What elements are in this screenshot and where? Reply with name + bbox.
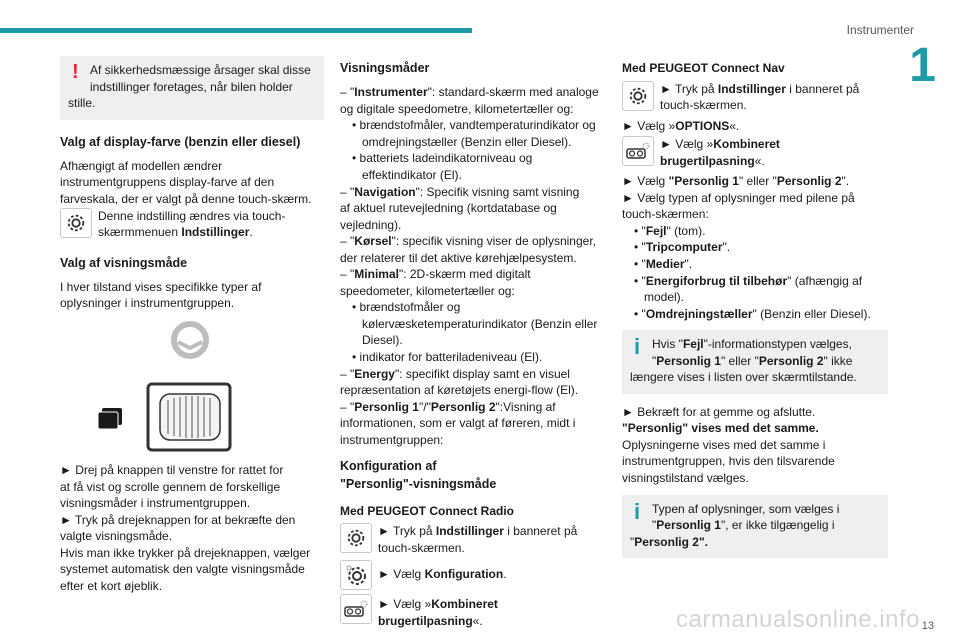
option-omdrejningstaeller [622, 306, 888, 323]
text-line: Typen af oplysninger, som vælges i [652, 501, 840, 516]
text-line [378, 566, 608, 583]
text-run: ": 2D-skærm med digitalt [398, 267, 531, 282]
text-line: kølervæsketemperaturindikator (Benzin eller [362, 316, 598, 331]
text-run-bold: Personlig 2 [430, 399, 496, 414]
text-run: ► Vælg » [378, 597, 432, 612]
settings-note-text [98, 208, 324, 241]
text-run: " eller " [720, 353, 759, 368]
text-run: " (tom). [666, 223, 706, 238]
text-line [622, 420, 888, 437]
radio-step-3-text [378, 594, 608, 629]
text-run-bold: Personlig 2 [758, 353, 824, 368]
combined-display-icon [622, 136, 654, 166]
text-line: ► Drej på knappen til venstre for rattet for [60, 462, 284, 477]
text-run: ", er ikke tilgængelig i [720, 518, 835, 533]
text-run: " [652, 353, 657, 368]
gear-icon [622, 81, 654, 111]
radio-step-1 [340, 523, 608, 556]
text-run: ► Vælg [622, 174, 669, 189]
text-line [630, 353, 880, 370]
text-line: instrumentgruppen: [340, 432, 444, 447]
text-line [340, 233, 608, 250]
text-run: ": specifik visning viser de oplysninger, [391, 234, 596, 249]
text-line: oplysninger i instrumentgruppen. [60, 296, 235, 311]
text-line: effektindikator (El). [362, 167, 462, 182]
text-run: " ikke [823, 353, 853, 368]
text-run-bold: Indstillinger [181, 225, 250, 240]
text-line: ► Bekræft for at gemme og afslutte. [622, 404, 816, 419]
text-run: "-informationstypen vælges, [703, 337, 852, 352]
text-line: omdrejningstæller (Benzin eller Diesel). [362, 134, 572, 149]
warning-box [60, 56, 324, 120]
info-box-1 [622, 330, 888, 394]
text-run: Personlig 1 [674, 174, 739, 189]
nav-step-3-text [660, 136, 888, 169]
text-line: vejledning). [340, 217, 402, 232]
text-run-bold: Personlig 1 [354, 399, 419, 414]
text-line [340, 266, 608, 283]
text-line: Afhængigt af modellen ændrer [60, 158, 223, 173]
text-line: informationen, som er valgt af føreren, midt i [340, 416, 576, 431]
text-line: instrumentgruppens display-farve af den [60, 175, 275, 190]
text-run: ► Vælg » [622, 118, 676, 133]
option-energiforbrug [622, 273, 888, 290]
text-run: ":Visning af [495, 399, 556, 414]
text-line: model). [644, 290, 685, 305]
text-line: farveskala, der er valgt på denne touch-skærm. [60, 191, 312, 206]
combined-display-icon [340, 594, 372, 624]
text-run: – " [340, 399, 355, 414]
text-run: " [641, 273, 646, 288]
warning-text-1: Af sikkerhedsmæssige årsager skal disse [90, 63, 311, 77]
text-line [340, 399, 608, 416]
text-run-bold: Instrumenter [354, 85, 428, 100]
text-line: at få vist og scrolle gennem de forskellige [60, 479, 281, 494]
text-run: – " [340, 366, 355, 381]
bullet-item: • brændstofmåler, vandtemperaturindikator og [340, 117, 608, 134]
text-run: ► Tryk på [378, 524, 436, 539]
text-run: . [249, 225, 253, 240]
gear-icon [60, 208, 92, 238]
bullet-item: • batteriets ladeindikatorniveau og [340, 150, 608, 167]
text-run: i banneret på [785, 81, 860, 96]
heading-config-2: "Personlig"-visningsmåde [340, 476, 497, 491]
text-run-bold: Omdrejningstæller [645, 306, 753, 321]
illustration [60, 316, 324, 456]
text-line: af aktuel rutevejledning (kortdatabase og [340, 201, 557, 216]
mode-paragraph [60, 279, 324, 312]
text-line: systemet automatisk den valgte visningsmåde [60, 562, 305, 577]
text-run-bold: Navigation [354, 184, 416, 199]
heading-modes: Visningsmåder [340, 61, 430, 75]
text-line [340, 366, 608, 383]
text-run-bold: Personlig 1 [656, 353, 721, 368]
text-run-bold: Konfiguration [424, 567, 504, 582]
text-run: ": specifikt display samt en visuel [394, 366, 570, 381]
text-run: skærmmenuen [98, 225, 182, 240]
text-line: instrumentgruppen, hvis den tilsvarende [622, 454, 835, 469]
text-line: og digitale speedometre, kilometertæller og: [340, 101, 574, 116]
text-run-bold: Kombineret [431, 597, 498, 612]
watermark: carmanualsonline.info [676, 605, 920, 633]
text-run: i banneret på [503, 524, 578, 539]
nav-step-3 [622, 136, 888, 169]
heading-display-color: Valg af display-farve (benzin eller diesel) [60, 134, 301, 149]
text-line: I hver tilstand vises specifikke typer af [60, 279, 262, 294]
text-run: – " [340, 267, 355, 282]
text-line [660, 136, 888, 153]
text-line: Diesel). [362, 333, 403, 348]
info-box-2 [622, 495, 888, 559]
text-line [630, 336, 880, 353]
steering-wheel-icon [60, 316, 324, 456]
text-run-bold: Personlig 2". [634, 534, 708, 549]
text-run: «. [754, 153, 765, 168]
text-line: Denne indstilling ændres via touch- [98, 208, 286, 223]
warning-text-2: indstillinger foretages, når bilen holder [90, 79, 293, 94]
radio-step-2 [340, 560, 608, 590]
text-line: touch-skærmen. [378, 540, 465, 555]
text-run-bold: Medier [645, 257, 685, 272]
heading-connect-nav: Med PEUGEOT Connect Nav [622, 61, 785, 75]
heading-config-1: Konfiguration af [340, 459, 437, 474]
text-line [340, 84, 608, 101]
text-run-bold: Indstillinger [435, 524, 504, 539]
text-line: speedometer, kilometertæller og: [340, 283, 515, 298]
text-line: længere vises i listen over skærmtilstande. [630, 370, 857, 385]
text-line [378, 613, 608, 630]
text-run-bold: Fejl [645, 223, 667, 238]
text-line [630, 534, 880, 551]
text-run-bold: Energy [354, 366, 395, 381]
heading-display-mode: Valg af visningsmåde [60, 255, 188, 270]
text-run-bold: Kørsel [354, 234, 392, 249]
text-run: ► Tryk på [660, 81, 718, 96]
text-run: ". [841, 174, 850, 189]
text-run: " [668, 174, 675, 189]
text-run: ► Vælg [378, 567, 425, 582]
text-run: – " [340, 85, 355, 100]
text-run-bold: Kombineret [713, 137, 780, 152]
text-line: efter et kort øjeblik. [60, 578, 163, 593]
color-paragraph [60, 158, 324, 208]
text-line: ► Vælg typen af oplysninger med pilene på [622, 190, 855, 205]
text-line: valgte visningsmåde. [60, 529, 173, 544]
info-icon: i [634, 498, 641, 524]
column-2 [340, 56, 608, 634]
text-run: . [503, 567, 507, 582]
text-run-bold: "Personlig" vises med det samme. [622, 421, 819, 436]
text-run: " [641, 306, 646, 321]
text-run: " eller " [738, 174, 777, 189]
text-run: «. [472, 613, 483, 628]
text-line [622, 173, 888, 190]
column-3 [622, 56, 888, 558]
text-line: Hvis man ikke trykker på drejeknappen, vælger [60, 545, 311, 560]
text-run: «. [729, 118, 740, 133]
text-run-bold: Energiforbrug til tilbehør [645, 273, 788, 288]
bullet-item: • brændstofmåler og [340, 299, 608, 316]
text-run-bold: brugertilpasning [660, 153, 755, 168]
text-run: "/" [418, 399, 431, 414]
text-run: " [652, 518, 657, 533]
chapter-number: 1 [909, 39, 936, 92]
option-medier [622, 256, 888, 273]
text-run: " [641, 223, 646, 238]
text-run: " (Benzin eller Diesel). [752, 306, 871, 321]
header-title: Instrumenter [846, 23, 914, 37]
text-run-bold: Indstillinger [717, 81, 786, 96]
text-run-bold: Personlig 1 [656, 518, 721, 533]
text-run: ": Specifik visning samt visning [415, 184, 580, 199]
text-run: ": standard-skærm med analoge [427, 85, 599, 100]
text-run: " [641, 240, 646, 255]
nav-step-1 [622, 81, 888, 114]
option-fejl [622, 223, 888, 240]
text-run: ► Vælg » [660, 137, 714, 152]
text-line: visningstilstand vælges. [622, 471, 749, 486]
bullet-item: • indikator for batteriladeniveau (El). [340, 349, 608, 366]
text-line [630, 517, 880, 534]
heading-connect-radio: Med PEUGEOT Connect Radio [340, 503, 515, 518]
steps [60, 462, 324, 594]
text-run: Hvis " [652, 337, 683, 352]
column-1 [60, 56, 324, 594]
text-line: der relaterer til det aktive kørehjælpesystem. [340, 250, 577, 265]
warning-text-3: stille. [68, 96, 96, 111]
text-run-bold [669, 174, 739, 188]
text-run: ". [722, 240, 731, 255]
text-line: visningsmåder i instrumentgruppen. [60, 496, 251, 511]
nav-step-1-text [660, 81, 888, 114]
text-run-bold: Personlig 2 [776, 174, 842, 189]
text-line [622, 118, 888, 135]
radio-step-1-text [378, 523, 608, 556]
text-run-bold: Tripcomputer [645, 240, 723, 255]
text-run: " (afhængig af [787, 273, 863, 288]
gear-icon [340, 523, 372, 553]
text-line: Oplysningerne vises med det samme i [622, 437, 826, 452]
text-line [340, 184, 608, 201]
text-run-bold: Fejl [682, 337, 704, 352]
radio-step-2-text [378, 560, 608, 583]
text-line [98, 224, 324, 241]
text-line [660, 153, 888, 170]
text-run: ". [684, 257, 693, 272]
header-accent-bar [0, 28, 472, 33]
text-line [378, 523, 608, 540]
text-run-bold: brugertilpasning [378, 613, 473, 628]
text-run: – " [340, 184, 355, 199]
gear-icon [340, 560, 372, 590]
warning-icon: ! [72, 61, 79, 83]
text-run: " [641, 257, 646, 272]
text-run-bold: Minimal [354, 267, 399, 282]
text-line [660, 81, 888, 98]
text-line: repræsentation af køretøjets energi-flow (El). [340, 383, 579, 398]
text-line [378, 596, 608, 613]
text-line: touch-skærmen. [660, 98, 747, 113]
text-run: " [630, 534, 635, 549]
text-run-bold: OPTIONS [675, 118, 730, 133]
info-icon: i [634, 334, 641, 360]
text-run: – " [340, 234, 355, 249]
settings-note [60, 208, 324, 241]
text-line: touch-skærmen: [622, 207, 709, 222]
option-tripcomputer [622, 239, 888, 256]
text-line: ► Tryk på drejeknappen for at bekræfte den [60, 512, 296, 527]
page-number: 13 [921, 619, 934, 632]
radio-step-3 [340, 594, 608, 629]
